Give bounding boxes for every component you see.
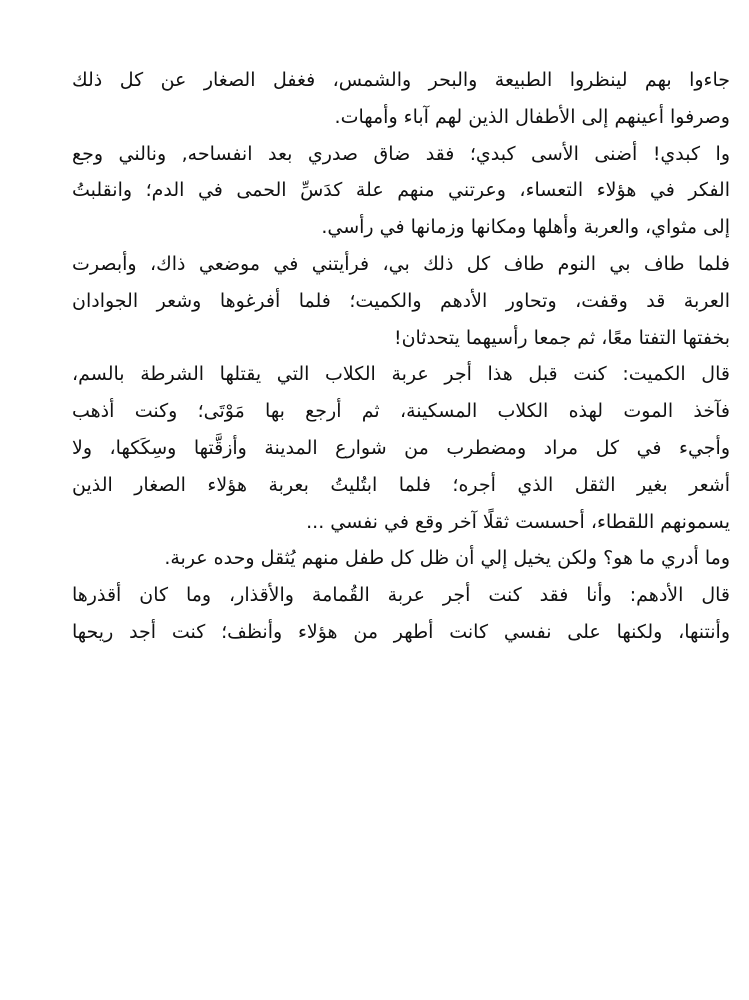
text-line-13: يسمونهم اللقطاء، أحسست ثقلًا آخر وقع في نفسي ... [306,510,730,533]
text-line-5: إلى مثواي، والعربة وأهلها ومكانها وزمانها في رأسي. [321,216,730,239]
text-line-12: أشعر بغير الثقل الذي أجره؛ فلما ابتُليتُ بعربة هؤلاء الصغار الذين [72,473,730,496]
text-line-4: الفكر في هؤلاء التعساء، وعرتني منهم علة كدَسِّ الحمى في الدم؛ وانقلبتُ [72,179,730,202]
body-text [72,62,730,651]
text-line-3: وا كبدي! أضنى الأسى كبدي؛ فقد ضاق صدري بعد انفساحه, ونالني وجع [72,142,730,165]
text-line-14: وما أدري ما هو؟ ولكن يخيل إلي أن ظل كل طفل منهم يُثقل وحده عربة. [164,547,730,570]
text-line-1: جاءوا بهم لينظروا الطبيعة والبحر والشمس، فغفل الصغار عن كل ذلك [72,69,730,91]
text-line-9: قال الكميت: كنت قبل هذا أجر عربة الكلاب التي يقتلها الشرطة بالسم، [72,363,730,386]
text-line-2: وصرفوا أعينهم إلى الأطفال الذين لهم آباء وأمهات. [334,105,730,128]
text-line-16: وأنتنها، ولكنها على نفسي كانت أطهر من هؤلاء وأنظف؛ كنت أجد ريحها [72,620,730,643]
text-line-10: فآخذ الموت لهذه الكلاب المسكينة، ثم أرجع بها مَوْتَى؛ وكنت أذهب [72,400,730,423]
text-line-7: العربة قد وقفت، وتحاور الأدهم والكميت؛ فلما أفرغوها وشعر الجوادان [72,289,730,312]
text-line-15: قال الأدهم: وأنا فقد كنت أجر عربة القُمامة والأقذار، وما كان أقذرها [72,584,730,607]
text-line-8: بخفتها التفتا معًا، ثم جمعا رأسيهما يتحدثان! [393,326,730,349]
text-line-11: وأجيء في كل مراد ومضطرب من شوارع المدينة وأزقَّتها وسِكَكها، ولا [72,436,730,459]
text-line-6: فلما طاف بي النوم طاف كل ذلك بي، فرأيتني في موضعي ذاك، وأبصرت [72,252,730,275]
